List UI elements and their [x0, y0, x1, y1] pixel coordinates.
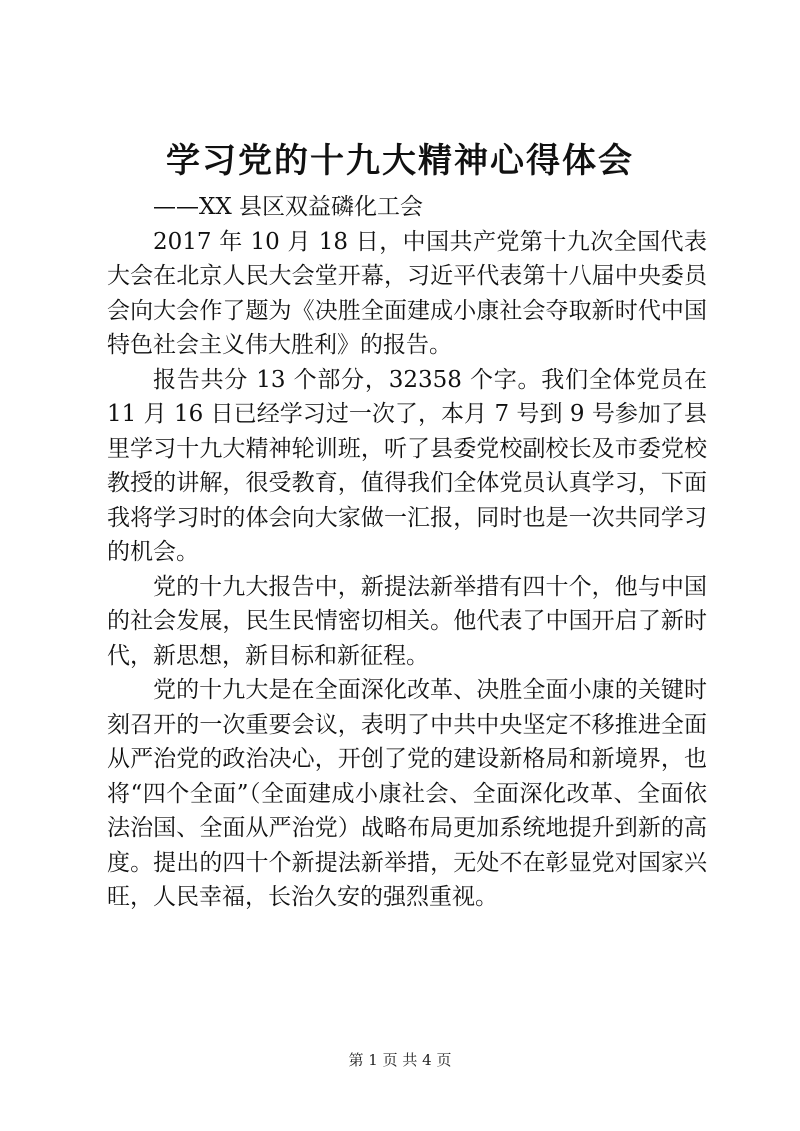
paragraph-3: 党的十九大报告中，新提法新举措有四十个，他与中国的社会发展，民生民情密切相关。他代表了中国开启了新时代，新思想，新目标和新征程。: [107, 573, 707, 669]
document-title: 学习党的十九大精神心得体会: [166, 141, 634, 181]
page-footer: [0, 1050, 800, 1070]
document-body: [107, 190, 707, 915]
paragraph-4: 党的十九大是在全面深化改革、决胜全面小康的关键时刻召开的一次重要会议，表明了中共中央坚定不移推进全面从严治党的政治决心，开创了党的建设新格局和新境界，也将“四个全面”（全面建成小康社会、全面深化改革、全面依法治国、全面从严治党）战略布局更加系统地提升到新的高度。提出的四十个新提法新举措，无处不在彰显党对国家兴旺，人民幸福，长治久安的强烈重视。: [107, 677, 707, 910]
page-number: 第 1 页 共 4 页: [348, 1051, 452, 1069]
paragraph-1: 2017 年 10 月 18 日，中国共产党第十九次全国代表大会在北京人民大会堂开幕，习近平代表第十八届中央委员会向大会作了题为《决胜全面建成小康社会夺取新时代中国特色社会主义伟大胜利》的报告。: [107, 228, 707, 358]
document-subtitle: ——XX 县区双益磷化工会: [153, 194, 424, 220]
paragraph-2: 报告共分 13 个部分，32358 个字。我们全体党员在 11 月 16 日已经学习过一次了，本月 7 号到 9 号参加了县里学习十九大精神轮训班，听了县委党校副校长及市委党校教授的讲解，很受教育，值得我们全体党员认真学习，下面我将学习时的体会向大家做一汇报，同时也是一次共同学习的机会。: [107, 366, 707, 565]
